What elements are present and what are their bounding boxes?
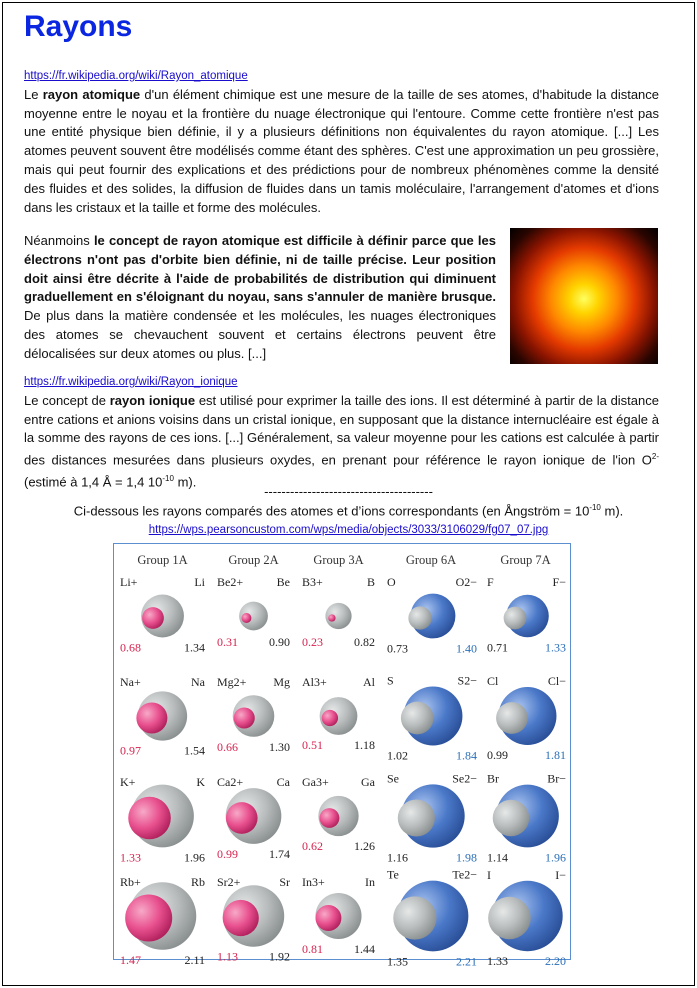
- text: (estimé à 1,4 Å = 1,4 10: [24, 474, 163, 490]
- wiki-link-rayon-ionique[interactable]: https://fr.wikipedia.org/wiki/Rayon_ionique: [24, 376, 238, 388]
- paragraph-ionic-radius: [24, 392, 659, 493]
- ion-symbol: F−: [552, 575, 566, 589]
- ion-symbol: Te2−: [452, 867, 477, 882]
- group-header: Group 1A: [137, 553, 188, 567]
- ion-symbol: Li+: [120, 575, 138, 589]
- group-header: Group 7A: [500, 553, 551, 567]
- atom-symbol: Ga: [361, 775, 375, 789]
- atom-radius-value: 1.18: [354, 737, 375, 752]
- text: Le: [24, 86, 43, 102]
- atom-symbol: Na: [191, 675, 205, 689]
- cation-radius-value: 0.31: [217, 635, 238, 649]
- atom-radius-value: 1.02: [387, 748, 408, 763]
- figure-link-wrap: [0, 521, 697, 536]
- atom-radius-value: 1.96: [184, 850, 205, 865]
- atomic-ionic-radii-figure: [113, 543, 571, 969]
- text: De plus dans la matière condensée et les molécules, les nuages électroniques des atomes se chevauchent souvent et certains électrons peuvent être délocalisées sur deux atomes ou plus. [...]: [24, 308, 496, 361]
- anion-radius-value: 1.98: [456, 850, 477, 865]
- ion-symbol: Al3+: [302, 675, 327, 689]
- cation-radius-value: 0.66: [217, 739, 238, 754]
- cation-sphere: [322, 710, 338, 726]
- ion-symbol: B3+: [302, 575, 323, 589]
- cation-sphere: [234, 707, 255, 728]
- ion-symbol: Sr2+: [217, 875, 241, 889]
- ion-symbol: K+: [120, 775, 136, 789]
- atom-sphere: [493, 800, 529, 836]
- anion-radius-value: 2.21: [456, 954, 477, 969]
- section-ionic: [24, 372, 659, 492]
- anion-radius-value: 1.84: [456, 748, 477, 763]
- figure-source-link[interactable]: https://wps.pearsoncustom.com/wps/media/objects/3033/3106029/fg07_07.jpg: [148, 524, 549, 536]
- section-atomic: [24, 66, 659, 217]
- atom-symbol: Li: [194, 575, 205, 589]
- cation-sphere: [242, 613, 252, 623]
- ion-symbol: Br−: [547, 771, 566, 786]
- paragraph-atomic-radius: [24, 86, 659, 218]
- superscript: -10: [162, 474, 174, 484]
- atom-symbol: Mg: [273, 675, 290, 689]
- text: Le concept de: [24, 392, 110, 408]
- ion-symbol: Na+: [120, 675, 141, 689]
- group-header: Group 2A: [228, 553, 279, 567]
- atom-symbol: Al: [363, 675, 375, 689]
- wiki-link-rayon-atomique[interactable]: https://fr.wikipedia.org/wiki/Rayon_atomique: [24, 70, 248, 82]
- cation-sphere: [226, 802, 258, 834]
- paragraph-atomic-radius-definition: [24, 232, 496, 364]
- ion-symbol: Rb+: [120, 875, 141, 889]
- atom-symbol: Te: [387, 867, 399, 882]
- anion-radius-value: 2.20: [545, 954, 566, 969]
- atom-symbol: Cl: [487, 674, 499, 689]
- cation-radius-value: 0.51: [302, 737, 323, 752]
- cation-sphere: [223, 900, 259, 936]
- atom-symbol: Ca: [276, 775, 290, 789]
- atom-radius-value: 1.92: [269, 949, 290, 964]
- atom-sphere: [401, 702, 434, 735]
- bold-text: rayon ionique: [109, 392, 196, 408]
- atom-radius-value: 2.11: [184, 952, 205, 967]
- atom-symbol: In: [365, 875, 375, 889]
- cation-radius-value: 0.62: [302, 839, 323, 854]
- ion-symbol: Ga3+: [302, 775, 329, 789]
- ion-symbol: I−: [555, 867, 566, 882]
- atom-sphere: [398, 799, 435, 836]
- atom-radius-value: 1.44: [354, 942, 375, 957]
- cation-radius-value: 1.33: [120, 850, 141, 865]
- atom-sphere: [496, 702, 528, 734]
- atom-sphere: [504, 607, 527, 630]
- cation-sphere: [136, 702, 167, 733]
- bold-text: le concept de rayon atomique est difficile à définir parce que les électrons n'ont pas d'orbite bien définie, ni de taille précise. Leur position doit ainsi être décrite à l'aide de probabilités de distribution qui diminuent graduellement en s'éloignant du noyau, sans s'annuler de manière brusque.: [24, 233, 497, 305]
- ion-symbol: Cl−: [547, 674, 566, 689]
- anion-radius-value: 1.33: [545, 640, 566, 655]
- radii-figure-svg: [114, 544, 570, 969]
- atom-radius-value: 1.54: [184, 743, 205, 758]
- atom-glow-image: [510, 228, 658, 364]
- atom-symbol: S: [387, 673, 394, 688]
- group-header: Group 6A: [405, 553, 457, 567]
- atom-radius-value: 1.74: [269, 846, 290, 861]
- atom-radius-value: 0.73: [387, 641, 408, 656]
- text: est utilisé pour exprimer la taille des ions. Il est déterminé à partir de la distance entre cations et anions voisins dans un cristal ionique, en supposant que la distance internucléaire est égale à la somme des rayons de ces ions. [...] Généralement, sa valeur moyenne pour les cations est calculée à partir des distances mesurées dans plusieurs oxydes, en prenant pour référence le rayon ionique de l'ion O: [24, 392, 659, 468]
- text: m).: [600, 503, 624, 519]
- ion-symbol: In3+: [302, 875, 325, 889]
- atom-symbol: I: [487, 867, 491, 882]
- cation-radius-value: 0.68: [120, 640, 141, 655]
- atom-radius-value: 0.99: [487, 747, 508, 762]
- atom-sphere: [408, 606, 431, 629]
- atom-radius-value: 1.35: [387, 954, 408, 969]
- text: m).: [173, 474, 197, 490]
- cation-sphere: [142, 607, 164, 629]
- atom-radius-value: 1.14: [487, 850, 508, 865]
- anion-radius-value: 1.96: [545, 850, 566, 865]
- separator: ---------------------------------------: [264, 484, 433, 499]
- atom-symbol: Rb: [190, 875, 205, 889]
- ion-symbol: Ca2+: [217, 775, 244, 789]
- atom-radius-value: 0.82: [354, 635, 375, 649]
- atom-radius-value: 1.34: [184, 640, 205, 655]
- cation-sphere: [328, 614, 335, 621]
- text: d'un élément chimique est une mesure de la taille de ses atomes, d'habitude la distance moyenne entre le noyau et la frontière du nuage électronique qui l'entoure. Comme cette frontière n'est pas une entité physique bien définie, il y a plusieurs définitions non équivalentes du rayon atomique. [...] Les atomes peuvent souvent être modélisés comme étant des sphères. C'est une approximation un peu grossière, mais qui peut fournir des explications et des prédictions pour de nombreux phénomènes comme la densité des fluides et des solides, la diffusion de fluides dans un tamis moléculaire, l'arrangement d'atomes et d'ions dans les cristaux et la taille et forme des molécules.: [24, 86, 660, 215]
- superscript: 2-: [651, 452, 659, 462]
- figure-caption: [0, 503, 697, 518]
- atom-radius-value: 1.30: [269, 739, 290, 754]
- cation-sphere: [315, 905, 341, 931]
- ion-symbol: Se2−: [452, 771, 477, 786]
- atom-radius-value: 1.26: [354, 839, 375, 854]
- cation-radius-value: 1.47: [120, 952, 141, 967]
- atom-radius-value: 1.16: [387, 850, 408, 865]
- cation-radius-value: 0.23: [302, 635, 323, 649]
- atom-symbol: K: [196, 775, 205, 789]
- text: Ci-dessous les rayons comparés des atomes et d’ions correspondants (en Ångström = 10: [73, 503, 590, 519]
- ion-symbol: O2−: [455, 575, 477, 589]
- atom-symbol: Se: [387, 771, 399, 786]
- atom-symbol: F: [487, 575, 494, 589]
- atom-sphere: [393, 896, 436, 939]
- cation-radius-value: 1.13: [217, 949, 238, 964]
- cation-sphere: [125, 894, 172, 941]
- anion-radius-value: 1.40: [456, 641, 477, 656]
- superscript: -10: [589, 503, 601, 512]
- ion-symbol: S2−: [457, 673, 477, 688]
- ion-symbol: Be2+: [217, 575, 244, 589]
- text: Néanmoins: [24, 233, 94, 248]
- atom-symbol: Be: [276, 575, 290, 589]
- cation-sphere: [320, 808, 340, 828]
- atom-symbol: Sr: [279, 875, 290, 889]
- page-title: Rayons: [24, 10, 133, 43]
- anion-radius-value: 1.81: [545, 747, 566, 762]
- bold-text: rayon atomique: [42, 86, 141, 102]
- group-header: Group 3A: [313, 553, 364, 567]
- atom-symbol: B: [366, 575, 375, 589]
- atom-sphere: [488, 897, 531, 940]
- cation-radius-value: 0.97: [120, 743, 141, 758]
- atom-radius-value: 0.71: [487, 640, 508, 655]
- cation-radius-value: 0.99: [217, 846, 238, 861]
- atom-radius-value: 0.90: [269, 635, 290, 649]
- atom-symbol: Br: [487, 771, 499, 786]
- cation-radius-value: 0.81: [302, 942, 323, 957]
- cation-sphere: [128, 797, 171, 840]
- atom-radius-value: 1.33: [487, 954, 508, 969]
- ion-symbol: Mg2+: [217, 675, 247, 689]
- atom-symbol: O: [387, 575, 396, 589]
